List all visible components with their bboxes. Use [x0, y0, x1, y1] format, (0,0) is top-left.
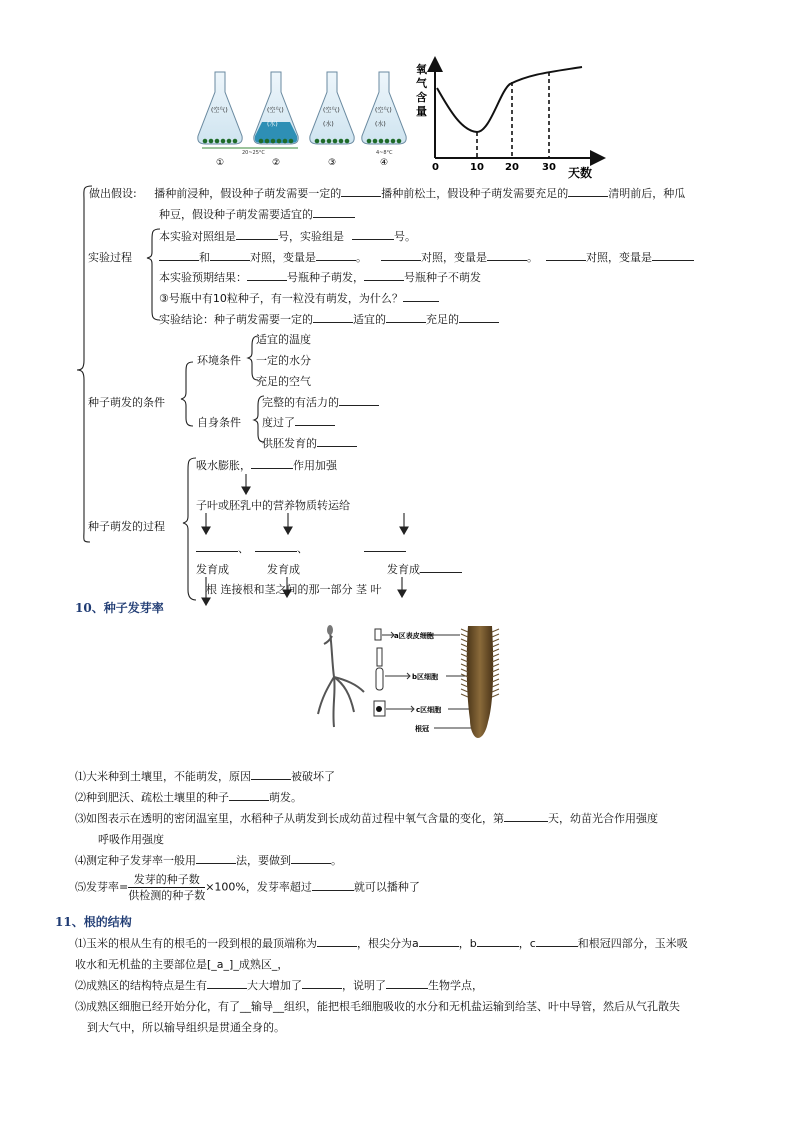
q10-item-1: ⑴大米种到土壤里，不能萌发，原因 被破坏了: [75, 770, 335, 783]
dev-3: 发育成: [387, 561, 462, 577]
temp-right-label: 4~8°C: [376, 150, 393, 156]
blank[interactable]: [210, 249, 250, 261]
root-hair: [492, 629, 499, 632]
ylabel-4: 量: [416, 105, 427, 118]
env-item-1: 适宜的温度: [256, 333, 311, 346]
env-item-3: 充足的空气: [256, 375, 311, 388]
blank[interactable]: [317, 935, 357, 947]
hypothesis-line-2: 种豆，假设种子萌发需要适宜的: [159, 206, 355, 222]
germination-rate-fraction: $\frac{\text{发芽的种子数}}{\text{供检测的种子数}}$: [128, 873, 206, 902]
germ-line-3: 、 、: [196, 540, 406, 556]
q11-item-3b: 到大气中，所以输导组织是贯通全身的。: [87, 1021, 285, 1034]
env-condition-label: 环境条件: [197, 354, 241, 367]
root-hair: [492, 644, 499, 647]
q10-item-2: ⑵种到肥沃、疏松土壤里的种子 萌发。: [75, 791, 302, 804]
blank[interactable]: [159, 249, 199, 261]
blank[interactable]: [536, 935, 578, 947]
temp-left-label: 20~25°C: [242, 150, 265, 156]
ylabel-2: 气: [416, 77, 427, 90]
root-hair: [492, 694, 499, 697]
flask-number: ④: [380, 158, 389, 168]
root-hair: [461, 629, 468, 632]
root-hair: [492, 689, 499, 692]
germ-head: 种子萌发的过程: [88, 520, 165, 533]
flask-number: ②: [272, 158, 281, 168]
arrow-head: [242, 487, 250, 494]
xlabel: 天数: [568, 166, 593, 180]
q11-item-2: ⑵成熟区的结构特点是生有 大大增加了 ，说明了 生物学点，: [75, 979, 483, 992]
blank[interactable]: [546, 249, 586, 261]
germ-line-1: 吸水膨胀， 作用加强: [196, 459, 337, 472]
self-item-3: 供胚发育的: [262, 435, 357, 451]
blank[interactable]: [652, 249, 694, 261]
conditions-brace: [181, 362, 193, 426]
flask-label: (空气): [211, 107, 228, 114]
blank[interactable]: [316, 249, 356, 261]
blank[interactable]: [302, 977, 342, 989]
ylabel-1: 氧: [416, 63, 427, 76]
tick-10: 10: [470, 162, 484, 173]
process-row-2: 和 对照，变量是 。 对照，变量是 。 对照，变量是: [159, 249, 694, 265]
q11-item-1b: 收水和无机盐的主要部位是[_a_]_成熟区_，: [75, 958, 289, 971]
root-structure-figure: [310, 622, 510, 742]
blank[interactable]: [312, 879, 354, 891]
flask-label: (水): [375, 121, 386, 128]
blank[interactable]: [196, 852, 236, 864]
root-hair: [461, 639, 468, 642]
flask-label: (水): [323, 121, 334, 128]
ylabel-3: 含: [416, 91, 427, 104]
root-hair: [461, 644, 468, 647]
flask-label: (空气): [323, 107, 340, 114]
blank[interactable]: [352, 228, 394, 240]
blank[interactable]: [295, 414, 335, 426]
blank[interactable]: [196, 540, 238, 552]
process-head: 实验过程: [88, 251, 132, 264]
root-label-c: c区细胞: [416, 706, 442, 714]
tick-30: 30: [542, 162, 556, 173]
q11-item-3: ⑶成熟区细胞已经开始分化，有了__输导__组织，能把根毛细胞吸收的水分和无机盐运输到给茎、叶中导管，然后从气孔散失: [75, 1000, 680, 1013]
cell-b-tall: [377, 648, 382, 666]
germ-bottom-labels: 根 连接根和茎之间的那一部分 茎 叶: [206, 583, 382, 596]
blank[interactable]: [247, 269, 287, 281]
flask-label: (空气): [267, 107, 284, 114]
root-tip-image: [467, 626, 494, 738]
section-11-title: 11、根的结构: [55, 915, 132, 929]
blank[interactable]: [251, 768, 291, 780]
flask-number: ①: [216, 158, 225, 168]
root-hair: [461, 684, 468, 687]
blank[interactable]: [477, 935, 519, 947]
root-hair: [461, 689, 468, 692]
section-10-title: 10、种子发芽率: [75, 601, 164, 615]
blank[interactable]: [386, 977, 428, 989]
blank[interactable]: [313, 206, 355, 218]
blank[interactable]: [313, 311, 353, 323]
root-hair: [492, 639, 499, 642]
self-condition-label: 自身条件: [197, 416, 241, 429]
conditions-head: 种子萌发的条件: [88, 396, 165, 409]
tick-0: 0: [432, 162, 439, 173]
q10-item-3b: 呼吸作用强度: [98, 833, 164, 846]
germ-brace: [183, 458, 196, 600]
root-label-b: b区细胞: [412, 673, 439, 681]
hypothesis-head: 做出假设:: [89, 187, 137, 200]
main-brace: [77, 186, 92, 542]
blank[interactable]: [381, 249, 421, 261]
q10-item-4: ⑷测定种子发芽率一般用 法，要做到 。: [75, 854, 342, 867]
blank[interactable]: [291, 852, 331, 864]
blank[interactable]: [341, 185, 381, 197]
process-row-3: 本实验预期结果： 号瓶种子萌发， 号瓶种子不萌发: [159, 271, 481, 284]
dev-2: 发育成: [267, 563, 300, 576]
self-item-1: 完整的有活力的: [262, 394, 379, 410]
germ-line-2: 子叶或胚乳中的营养物质转运给: [196, 499, 350, 512]
blank[interactable]: [251, 457, 293, 469]
root-hair: [461, 634, 468, 637]
flask-label: (空气): [375, 107, 392, 114]
process-row-5: 实验结论：种子萌发需要一定的 适宜的 充足的: [159, 311, 499, 327]
q11-item-1: ⑴玉米的根从生有的根毛的一段到根的最顶端称为 ，根尖分为a ，b ，c 和根冠四部分，玉米吸: [75, 937, 688, 950]
root-hair: [461, 694, 468, 697]
root-hair: [492, 679, 499, 682]
blank[interactable]: [317, 435, 357, 447]
self-item-2: 度过了: [262, 414, 335, 430]
blank[interactable]: [207, 977, 247, 989]
blank[interactable]: [403, 290, 439, 302]
blank[interactable]: [487, 249, 527, 261]
blank[interactable]: [459, 311, 499, 323]
blank[interactable]: [364, 269, 404, 281]
root-hair: [492, 634, 499, 637]
tick-20: 20: [505, 162, 519, 173]
cell-b: [376, 668, 383, 690]
process-row-1: 本实验对照组是 号，实验组是 号。: [159, 230, 416, 243]
blank[interactable]: [229, 789, 269, 801]
seedling-drawing: [318, 632, 364, 727]
q10-item-3: ⑶如图表示在透明的密闭温室里，水稻种子从萌发到长成幼苗过程中氧气含量的变化，第 天，幼苗光合作用强度: [75, 812, 658, 825]
blank[interactable]: [236, 228, 278, 240]
blank[interactable]: [419, 935, 459, 947]
root-label-cap: 根冠: [415, 725, 429, 733]
flask-label: (水): [267, 121, 278, 128]
q10-item-5: ⑸发芽率= $\frac{\text{发芽的种子数}}{\text{供检测的种子数}}\times 100\%$，发芽率超过 就可以播种了: [75, 873, 420, 902]
blank[interactable]: [255, 540, 297, 552]
blank[interactable]: [386, 311, 426, 323]
root-label-a: a区表皮细胞: [394, 632, 434, 640]
env-item-2: 一定的水分: [256, 354, 311, 367]
cell-a: [375, 629, 381, 640]
blank[interactable]: [568, 185, 608, 197]
blank[interactable]: [504, 810, 548, 822]
root-hair: [492, 684, 499, 687]
root-hair: [492, 649, 499, 652]
blank[interactable]: [364, 540, 406, 552]
blank[interactable]: [420, 561, 462, 573]
blank[interactable]: [339, 394, 379, 406]
hypothesis-line-1: 做出假设: 播种前浸种，假设种子萌发需要一定的 播种前松土，假设种子萌发需要充足的 清明前后，种瓜: [89, 187, 686, 200]
process-row-4: ③号瓶中有10粒种子，有一粒没有萌发，为什么？: [159, 290, 439, 306]
dev-1: 发育成: [196, 563, 229, 576]
flask-number: ③: [328, 158, 337, 168]
